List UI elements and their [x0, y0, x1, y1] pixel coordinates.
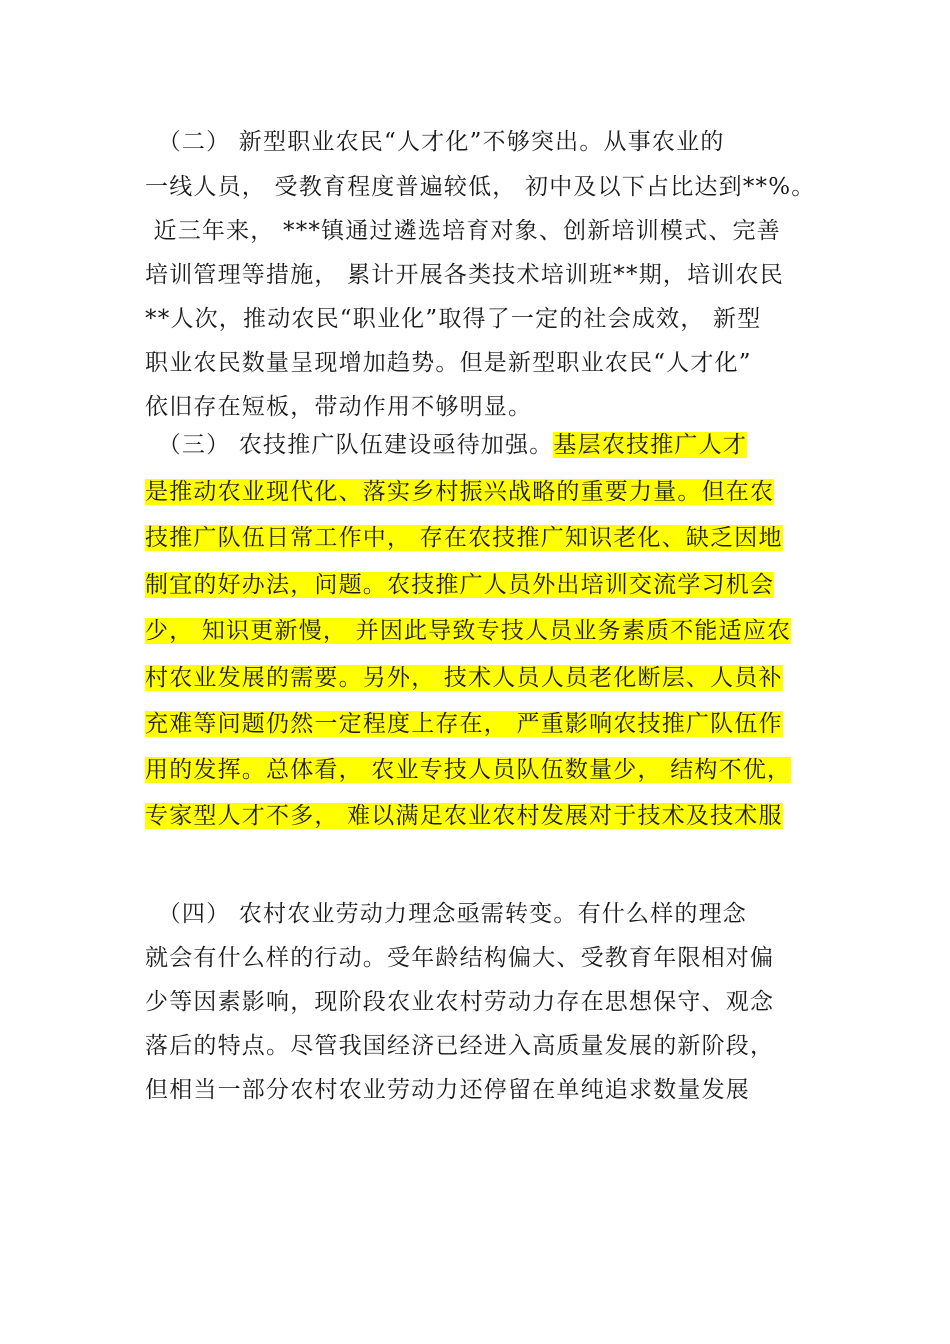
section2-line-6: 职业农民数量呈现增加趋势。但是新型职业农民“人才化”: [145, 350, 752, 376]
section3-highlighted-text: 村农业发展的需要。另外， 技术人员人员老化断层、人员补: [145, 665, 783, 691]
section2-line-2: 一线人员， 受教育程度普遍较低， 初中及以下占比达到**%。: [145, 174, 816, 200]
section3-line-8: [145, 751, 791, 789]
section2-line-3: 近三年来， ***镇通过遴选培育对象、创新培训模式、完善: [145, 218, 781, 244]
section3-line-1: [145, 426, 747, 464]
section3-line-5: [145, 612, 791, 650]
section3-line-2: [145, 473, 774, 511]
section3-line-9: [145, 797, 783, 835]
section3-highlighted-text: 制宜的好办法，问题。农技推广人员外出培训交流学习机会: [145, 572, 775, 598]
section4-line-3: 少等因素影响，现阶段农业农村劳动力存在思想保守、观念: [145, 989, 775, 1015]
section4-line-1: （四） 农村农业劳动力理念亟需转变。有什么样的理念: [145, 901, 748, 927]
section3-highlighted-text: 用的发挥。总体看， 农业专技人员队伍数量少， 结构不优，: [145, 757, 792, 783]
section2-line-7: 依旧存在短板，带动作用不够明显。: [145, 394, 533, 420]
section4-line-2: 就会有什么样的行动。受年龄结构偏大、受教育年限相对偏: [145, 945, 775, 971]
section4-line-5: 但相当一部分农村农业劳动力还停留在单纯追求数量发展: [145, 1077, 750, 1103]
section3-line-6: [145, 659, 783, 697]
section2-line-5: **人次，推动农民“职业化”取得了一定的社会成效， 新型: [145, 306, 762, 332]
section3-highlighted-text: 充难等问题仍然一定程度上存在， 严重影响农技推广队伍作: [145, 711, 783, 737]
section3-line-3: [145, 519, 783, 557]
section3-highlighted-text: 技推广队伍日常工作中， 存在农技推广知识老化、缺乏因地: [145, 525, 783, 551]
section3-heading: （三） 农技推广队伍建设亟待加强。: [145, 432, 554, 458]
section3-line-7: [145, 705, 783, 743]
section3-line-4: [145, 566, 774, 604]
section2-line-4: 培训管理等措施， 累计开展各类技术培训班**期，培训农民: [145, 262, 784, 288]
section3-highlight-start: 基层农技推广人才: [553, 432, 748, 458]
section4-line-4: 落后的特点。尽管我国经济已经进入高质量发展的新阶段，: [145, 1033, 775, 1059]
section3-highlighted-text: 专家型人才不多， 难以满足农业农村发展对于技术及技术服: [145, 803, 783, 829]
section3-highlighted-text: 是推动农业现代化、落实乡村振兴战略的重要力量。但在农: [145, 479, 775, 505]
section3-highlighted-text: 少， 知识更新慢， 并因此导致专技人员业务素质不能适应农: [145, 618, 792, 644]
section2-line-1: （二） 新型职业农民“人才化”不够突出。从事农业的: [145, 129, 725, 155]
